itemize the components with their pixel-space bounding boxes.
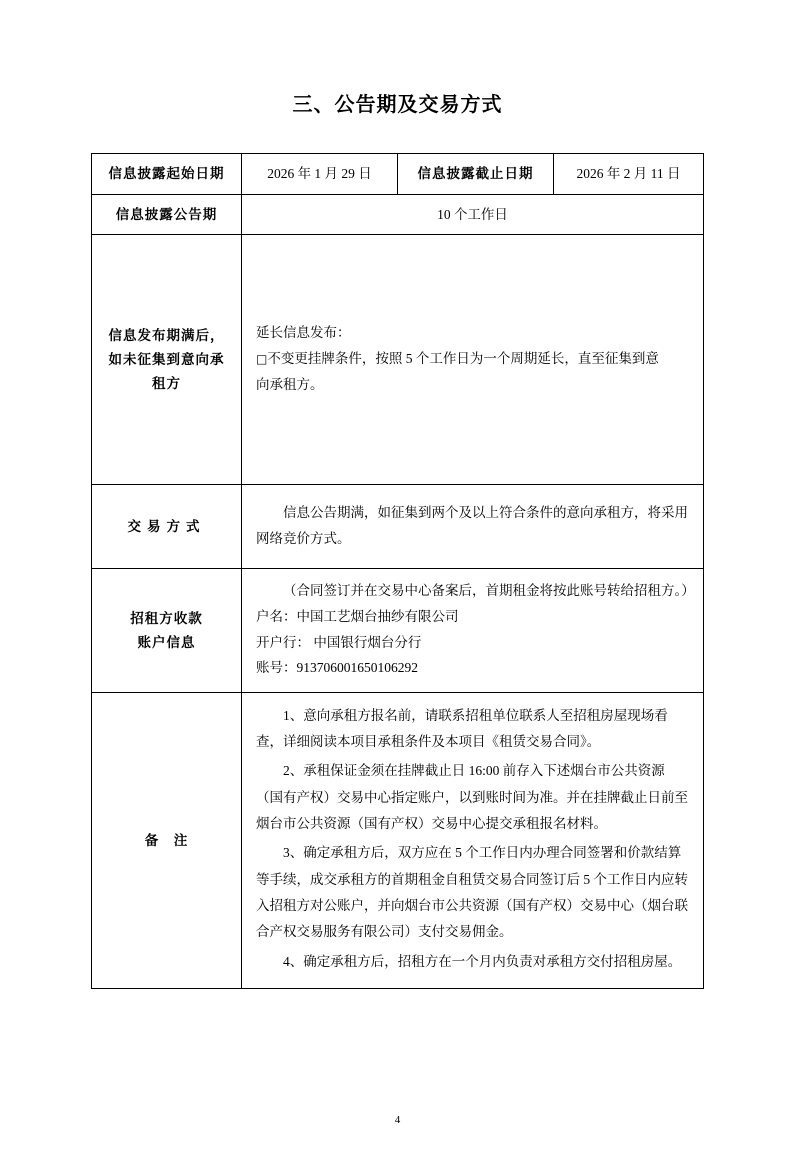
table-row xyxy=(92,485,704,569)
extension-label xyxy=(92,235,242,485)
extension-label-line3: 租方 xyxy=(152,375,181,391)
disclosure-period-value: 10 个工作日 xyxy=(242,194,704,235)
announcement-table xyxy=(91,153,704,989)
table-row xyxy=(92,154,704,195)
trade-method-line2: 网络竞价方式。 xyxy=(256,530,351,546)
trade-method-line1: 信息公告期满，如征集到两个及以上符合条件的意向承租方，将采用 xyxy=(283,505,688,521)
table-row xyxy=(92,692,704,988)
disclosure-end-label: 信息披露截止日期 xyxy=(398,154,554,195)
extension-text-body: 不变更挂牌条件，按照 5 个工作日为一个周期延长，直至征集到意 xyxy=(267,350,659,366)
account-number: 账号：913706001650106292 xyxy=(256,660,418,676)
remark-item: 1、意向承租方报名前，请联系招租单位联系人至招租房屋现场看查，详细阅读本项目承租条件及本项目《租赁交易合同》。 xyxy=(256,707,668,750)
account-bank: 开户行： 中国银行烟台分行 xyxy=(256,634,422,650)
extension-content xyxy=(242,235,704,485)
trade-method-content xyxy=(242,485,704,569)
page-number: 4 xyxy=(394,1114,401,1126)
checkbox-icon[interactable]: □ xyxy=(256,351,268,366)
account-info-label-line1: 招租方收款 xyxy=(130,610,203,626)
remark-item: 3、确定承租方后，双方应在 5 个工作日内办理合同签署和价款结算等手续，成交承租方的首期租金自租赁交易合同签订后 5 个工作日内应转入招租方对公账户，并向烟台市公共资源（国有产权）交易中心（烟台联合产权交易服务有限公司）支付交易佣金。 xyxy=(256,845,688,940)
extension-text-line1: 延长信息发布： xyxy=(256,325,351,341)
disclosure-period-label: 信息披露公告期 xyxy=(92,194,242,235)
extension-text-line2 xyxy=(256,347,689,371)
table-row xyxy=(92,235,704,485)
disclosure-start-label: 信息披露起始日期 xyxy=(92,154,242,195)
remark-item: 4、确定承租方后，招租方在一个月内负责对承租方交付招租房屋。 xyxy=(283,953,682,969)
account-note: （合同签订并在交易中心备案后，首期租金将按此账号转给招租方。） xyxy=(283,583,695,599)
disclosure-start-value: 2026 年 1 月 29 日 xyxy=(242,154,398,195)
account-info-content xyxy=(242,569,704,693)
remarks-content xyxy=(242,692,704,988)
table-row xyxy=(92,569,704,693)
table-row xyxy=(92,194,704,235)
remark-item: 2、承租保证金须在挂牌截止日 16:00 前存入下述烟台市公共资源（国有产权）交易中心指定账户，以到账时间为准。并在挂牌截止日前至烟台市公共资源（国有产权）交易中心提交承租报名材料。 xyxy=(256,763,688,831)
extension-label-line1: 信息发布期满后， xyxy=(108,328,225,344)
page-title: 三、公告期及交易方式 xyxy=(292,94,503,116)
extension-label-line2: 如未征集到意向承 xyxy=(108,351,225,367)
account-info-label-line2: 账户信息 xyxy=(137,634,196,650)
trade-method-label: 交易方式 xyxy=(92,485,242,569)
account-info-label xyxy=(92,569,242,693)
disclosure-end-value: 2026 年 2 月 11 日 xyxy=(554,154,704,195)
account-holder: 户名：中国工艺烟台抽纱有限公司 xyxy=(256,608,459,624)
extension-text-line3: 向承租方。 xyxy=(256,376,324,392)
document-page xyxy=(0,88,795,1158)
remarks-label: 备 注 xyxy=(92,692,242,988)
